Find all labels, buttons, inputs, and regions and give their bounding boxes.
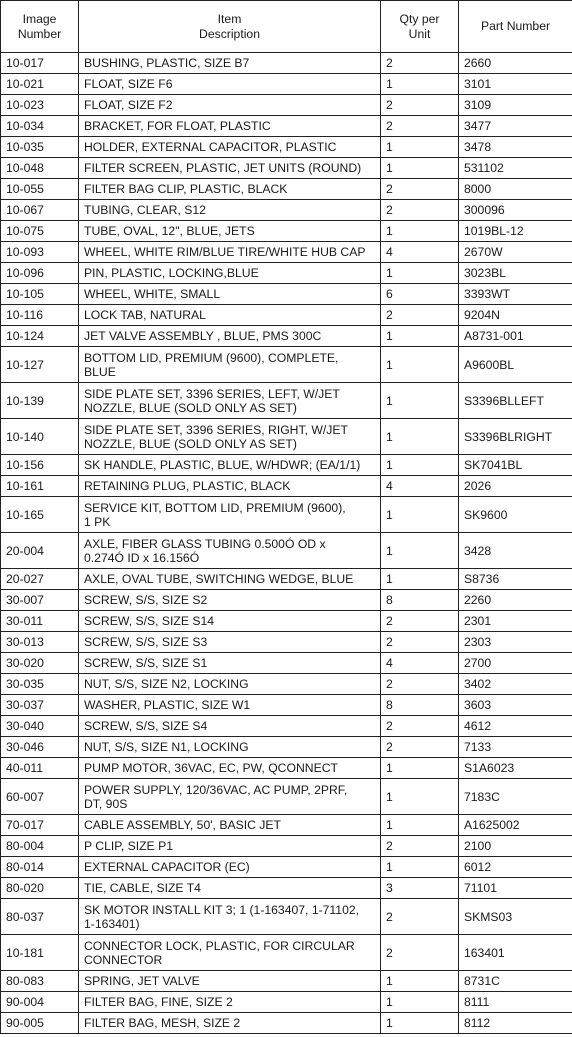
description-line: SCREW, S/S, SIZE S3 [84, 635, 208, 649]
image-number-cell: 10-067 [1, 200, 79, 221]
item-description-cell [79, 455, 381, 476]
qty-cell: 2 [381, 674, 459, 695]
header-line: Qty per [399, 11, 440, 26]
part-number-cell: 3393WT [459, 284, 572, 305]
qty-cell: 1 [381, 383, 459, 419]
qty-cell: 8 [381, 590, 459, 611]
description-line: WHEEL, WHITE RIM/BLUE TIRE/WHITE HUB CAP [84, 245, 366, 259]
part-number-cell: 2670W [459, 242, 572, 263]
part-number-cell: SK9600 [459, 497, 572, 533]
header-line: Unit [408, 26, 431, 41]
qty-cell: 2 [381, 716, 459, 737]
table-row [1, 497, 572, 533]
header-part-number [459, 1, 572, 53]
part-number-cell: 531102 [459, 158, 572, 179]
part-number-cell: S3396BLRIGHT [459, 419, 572, 455]
table-row [1, 326, 572, 347]
description-line: SPRING, JET VALVE [84, 974, 200, 988]
item-description-cell [79, 653, 381, 674]
qty-cell: 2 [381, 116, 459, 137]
image-number-cell: 10-127 [1, 347, 79, 383]
part-number-cell: A9600BL [459, 347, 572, 383]
qty-cell: 2 [381, 53, 459, 74]
table-row [1, 758, 572, 779]
image-number-cell: 20-004 [1, 533, 79, 569]
description-line: NUT, S/S, SIZE N2, LOCKING [84, 677, 249, 691]
item-description-cell [79, 611, 381, 632]
item-description-cell [79, 383, 381, 419]
part-number-cell: 300096 [459, 200, 572, 221]
part-number-cell: A1625002 [459, 815, 572, 836]
part-number-cell: 2100 [459, 836, 572, 857]
header-item-description [79, 1, 381, 53]
description-line: POWER SUPPLY, 120/36VAC, AC PUMP, 2PRF, [84, 782, 348, 797]
image-number-cell: 90-004 [1, 992, 79, 1013]
item-description-cell [79, 779, 381, 815]
part-number-cell: 3109 [459, 95, 572, 116]
table-row [1, 836, 572, 857]
description-line: BLUE [84, 364, 116, 379]
description-line: EXTERNAL CAPACITOR (EC) [84, 860, 250, 874]
image-number-cell: 10-105 [1, 284, 79, 305]
header-line: Description [199, 26, 260, 41]
item-description-cell [79, 1013, 381, 1034]
item-description-cell [79, 221, 381, 242]
table-row [1, 779, 572, 815]
description-line: PUMP MOTOR, 36VAC, EC, PW, QCONNECT [84, 761, 338, 775]
part-number-cell: 2026 [459, 476, 572, 497]
table-row [1, 179, 572, 200]
qty-cell: 2 [381, 95, 459, 116]
qty-cell: 2 [381, 179, 459, 200]
part-number-cell: SKMS03 [459, 899, 572, 935]
description-line: SIDE PLATE SET, 3396 SERIES, LEFT, W/JET [84, 386, 340, 401]
qty-cell: 2 [381, 632, 459, 653]
table-row [1, 200, 572, 221]
description-line: SK MOTOR INSTALL KIT 3; 1 (1-163407, 1-71102, [84, 902, 360, 917]
table-row [1, 476, 572, 497]
qty-cell: 1 [381, 779, 459, 815]
qty-cell: 8 [381, 695, 459, 716]
header-row [1, 1, 572, 53]
description-line: NUT, S/S, SIZE N1, LOCKING [84, 740, 249, 754]
table-row [1, 899, 572, 935]
qty-cell: 1 [381, 497, 459, 533]
description-line: SCREW, S/S, SIZE S1 [84, 656, 208, 670]
image-number-cell: 60-007 [1, 779, 79, 815]
image-number-cell: 30-011 [1, 611, 79, 632]
description-line: TUBE, OVAL, 12", BLUE, JETS [84, 224, 255, 238]
part-number-cell: 3477 [459, 116, 572, 137]
image-number-cell: 30-007 [1, 590, 79, 611]
item-description-cell [79, 533, 381, 569]
description-line: FILTER BAG, FINE, SIZE 2 [84, 995, 233, 1009]
part-number-cell: 1019BL-12 [459, 221, 572, 242]
part-number-cell: 3402 [459, 674, 572, 695]
description-line: SK HANDLE, PLASTIC, BLUE, W/HDWR; (EA/1/1) [84, 458, 361, 472]
qty-cell: 1 [381, 1013, 459, 1034]
image-number-cell: 10-023 [1, 95, 79, 116]
qty-cell: 4 [381, 653, 459, 674]
item-description-cell [79, 200, 381, 221]
table-row [1, 815, 572, 836]
description-line: WHEEL, WHITE, SMALL [84, 287, 221, 301]
item-description-cell [79, 305, 381, 326]
table-row [1, 674, 572, 695]
table-row [1, 533, 572, 569]
part-number-cell: 8112 [459, 1013, 572, 1034]
part-number-cell: 8731C [459, 971, 572, 992]
image-number-cell: 30-046 [1, 737, 79, 758]
part-number-cell: 3603 [459, 695, 572, 716]
qty-cell: 2 [381, 305, 459, 326]
header-line: Part Number [480, 19, 551, 33]
part-number-cell: 3101 [459, 74, 572, 95]
part-number-cell: 9204N [459, 305, 572, 326]
qty-cell: 1 [381, 569, 459, 590]
image-number-cell: 80-020 [1, 878, 79, 899]
item-description-cell [79, 632, 381, 653]
image-number-cell: 10-156 [1, 455, 79, 476]
table-row [1, 305, 572, 326]
part-number-cell: S3396BLLEFT [459, 383, 572, 419]
image-number-cell: 30-035 [1, 674, 79, 695]
description-line: BRACKET, FOR FLOAT, PLASTIC [84, 119, 271, 133]
description-line: SCREW, S/S, SIZE S4 [84, 719, 208, 733]
description-line: P CLIP, SIZE P1 [84, 839, 173, 853]
item-description-cell [79, 878, 381, 899]
image-number-cell: 30-020 [1, 653, 79, 674]
image-number-cell: 80-004 [1, 836, 79, 857]
table-row [1, 383, 572, 419]
description-line: CONNECTOR LOCK, PLASTIC, FOR CIRCULAR [84, 938, 355, 953]
description-line: AXLE, FIBER GLASS TUBING 0.500Ó OD x [84, 536, 326, 551]
item-description-cell [79, 899, 381, 935]
description-line: SCREW, S/S, SIZE S2 [84, 593, 208, 607]
qty-cell: 1 [381, 137, 459, 158]
item-description-cell [79, 836, 381, 857]
part-number-cell: 163401 [459, 935, 572, 971]
image-number-cell: 20-027 [1, 569, 79, 590]
qty-cell: 2 [381, 899, 459, 935]
image-number-cell: 10-116 [1, 305, 79, 326]
qty-cell: 2 [381, 611, 459, 632]
table-row [1, 158, 572, 179]
item-description-cell [79, 419, 381, 455]
qty-cell: 2 [381, 836, 459, 857]
part-number-cell: 2303 [459, 632, 572, 653]
table-row [1, 971, 572, 992]
image-number-cell: 10-035 [1, 137, 79, 158]
header-qty-per-unit [381, 1, 459, 53]
image-number-cell: 10-017 [1, 53, 79, 74]
item-description-cell [79, 716, 381, 737]
table-row [1, 419, 572, 455]
item-description-cell [79, 347, 381, 383]
description-line: AXLE, OVAL TUBE, SWITCHING WEDGE, BLUE [84, 572, 354, 586]
image-number-cell: 40-011 [1, 758, 79, 779]
description-line: SCREW, S/S, SIZE S14 [84, 614, 215, 628]
part-number-cell: A8731-001 [459, 326, 572, 347]
qty-cell: 1 [381, 419, 459, 455]
qty-cell: 2 [381, 200, 459, 221]
item-description-cell [79, 284, 381, 305]
item-description-cell [79, 695, 381, 716]
description-line: NOZZLE, BLUE (SOLD ONLY AS SET) [84, 400, 297, 415]
item-description-cell [79, 497, 381, 533]
part-number-cell: 7183C [459, 779, 572, 815]
description-line: FILTER BAG CLIP, PLASTIC, BLACK [84, 182, 288, 196]
image-number-cell: 10-096 [1, 263, 79, 284]
item-description-cell [79, 758, 381, 779]
description-line: 0.274Ó ID x 16.156Ó [84, 550, 200, 565]
image-number-cell: 10-165 [1, 497, 79, 533]
description-line: WASHER, PLASTIC, SIZE W1 [84, 698, 251, 712]
table-row [1, 737, 572, 758]
table-row [1, 53, 572, 74]
qty-cell: 4 [381, 242, 459, 263]
item-description-cell [79, 815, 381, 836]
header-image-number [1, 1, 79, 53]
image-number-cell: 80-083 [1, 971, 79, 992]
image-number-cell: 10-075 [1, 221, 79, 242]
description-line: JET VALVE ASSEMBLY , BLUE, PMS 300C [84, 329, 322, 343]
description-line: PIN, PLASTIC, LOCKING,BLUE [84, 266, 259, 280]
description-line: CABLE ASSEMBLY, 50', BASIC JET [84, 818, 281, 832]
item-description-cell [79, 74, 381, 95]
item-description-cell [79, 326, 381, 347]
table-row [1, 569, 572, 590]
description-line: CONNECTOR [84, 952, 163, 967]
qty-cell: 3 [381, 878, 459, 899]
table-row [1, 857, 572, 878]
item-description-cell [79, 971, 381, 992]
part-number-cell: 2301 [459, 611, 572, 632]
item-description-cell [79, 179, 381, 200]
item-description-cell [79, 674, 381, 695]
item-description-cell [79, 116, 381, 137]
qty-cell: 1 [381, 857, 459, 878]
image-number-cell: 30-013 [1, 632, 79, 653]
description-line: 1-163401) [84, 916, 140, 931]
table-row [1, 992, 572, 1013]
header-line: Image [22, 11, 57, 26]
image-number-cell: 90-005 [1, 1013, 79, 1034]
image-number-cell: 30-037 [1, 695, 79, 716]
table-row [1, 116, 572, 137]
part-number-cell: 3428 [459, 533, 572, 569]
description-line: BOTTOM LID, PREMIUM (9600), COMPLETE, [84, 350, 339, 365]
image-number-cell: 10-124 [1, 326, 79, 347]
table-row [1, 632, 572, 653]
qty-cell: 1 [381, 158, 459, 179]
qty-cell: 6 [381, 284, 459, 305]
description-line: HOLDER, EXTERNAL CAPACITOR, PLASTIC [84, 140, 337, 154]
part-number-cell: 3023BL [459, 263, 572, 284]
header-line: Number [17, 26, 62, 41]
part-number-cell: 4612 [459, 716, 572, 737]
qty-cell: 1 [381, 533, 459, 569]
table-row [1, 695, 572, 716]
description-line: TIE, CABLE, SIZE T4 [84, 881, 201, 895]
table-row [1, 74, 572, 95]
description-line: FILTER BAG, MESH, SIZE 2 [84, 1016, 241, 1030]
qty-cell: 2 [381, 737, 459, 758]
item-description-cell [79, 137, 381, 158]
part-number-cell: S1A6023 [459, 758, 572, 779]
qty-cell: 1 [381, 74, 459, 95]
table-row [1, 878, 572, 899]
item-description-cell [79, 263, 381, 284]
image-number-cell: 10-140 [1, 419, 79, 455]
item-description-cell [79, 476, 381, 497]
item-description-cell [79, 242, 381, 263]
description-line: BUSHING, PLASTIC, SIZE B7 [84, 56, 250, 70]
image-number-cell: 80-037 [1, 899, 79, 935]
qty-cell: 2 [381, 935, 459, 971]
image-number-cell: 30-040 [1, 716, 79, 737]
image-number-cell: 80-014 [1, 857, 79, 878]
qty-cell: 1 [381, 815, 459, 836]
table-row [1, 1013, 572, 1034]
table-row [1, 221, 572, 242]
item-description-cell [79, 569, 381, 590]
table-row [1, 347, 572, 383]
part-number-cell: 6012 [459, 857, 572, 878]
item-description-cell [79, 158, 381, 179]
table-row [1, 242, 572, 263]
description-line: DT, 90S [84, 796, 128, 811]
part-number-cell: 8000 [459, 179, 572, 200]
item-description-cell [79, 992, 381, 1013]
part-number-cell: 2700 [459, 653, 572, 674]
part-number-cell: 2260 [459, 590, 572, 611]
image-number-cell: 70-017 [1, 815, 79, 836]
image-number-cell: 10-048 [1, 158, 79, 179]
description-line: LOCK TAB, NATURAL [84, 308, 206, 322]
item-description-cell [79, 857, 381, 878]
description-line: SIDE PLATE SET, 3396 SERIES, RIGHT, W/JET [84, 422, 348, 437]
table-row [1, 653, 572, 674]
part-number-cell: 71101 [459, 878, 572, 899]
table-row [1, 455, 572, 476]
description-line: FLOAT, SIZE F2 [84, 98, 173, 112]
qty-cell: 1 [381, 758, 459, 779]
description-line: TUBING, CLEAR, S12 [84, 203, 206, 217]
item-description-cell [79, 53, 381, 74]
qty-cell: 1 [381, 347, 459, 383]
description-line: 1 PK [84, 514, 111, 529]
part-number-cell: 7133 [459, 737, 572, 758]
table-row [1, 284, 572, 305]
table-row [1, 611, 572, 632]
part-number-cell: SK7041BL [459, 455, 572, 476]
qty-cell: 1 [381, 221, 459, 242]
image-number-cell: 10-139 [1, 383, 79, 419]
item-description-cell [79, 590, 381, 611]
qty-cell: 1 [381, 971, 459, 992]
table-row [1, 95, 572, 116]
image-number-cell: 10-181 [1, 935, 79, 971]
part-number-cell: 8111 [459, 992, 572, 1013]
table-row [1, 590, 572, 611]
qty-cell: 1 [381, 992, 459, 1013]
table-row [1, 716, 572, 737]
table-row [1, 935, 572, 971]
description-line: NOZZLE, BLUE (SOLD ONLY AS SET) [84, 436, 297, 451]
part-number-cell: 2660 [459, 53, 572, 74]
item-description-cell [79, 737, 381, 758]
image-number-cell: 10-161 [1, 476, 79, 497]
header-line: Item [217, 11, 242, 26]
item-description-cell [79, 95, 381, 116]
image-number-cell: 10-021 [1, 74, 79, 95]
qty-cell: 1 [381, 326, 459, 347]
description-line: RETAINING PLUG, PLASTIC, BLACK [84, 479, 291, 493]
qty-cell: 1 [381, 263, 459, 284]
image-number-cell: 10-093 [1, 242, 79, 263]
qty-cell: 1 [381, 455, 459, 476]
table-row [1, 263, 572, 284]
part-number-cell: 3478 [459, 137, 572, 158]
description-line: SERVICE KIT, BOTTOM LID, PREMIUM (9600), [84, 500, 346, 515]
description-line: FILTER SCREEN, PLASTIC, JET UNITS (ROUND) [84, 161, 362, 175]
image-number-cell: 10-034 [1, 116, 79, 137]
table-body [1, 53, 572, 1034]
part-number-cell: S8736 [459, 569, 572, 590]
description-line: FLOAT, SIZE F6 [84, 77, 173, 91]
item-description-cell [79, 935, 381, 971]
qty-cell: 4 [381, 476, 459, 497]
image-number-cell: 10-055 [1, 179, 79, 200]
table-row [1, 137, 572, 158]
